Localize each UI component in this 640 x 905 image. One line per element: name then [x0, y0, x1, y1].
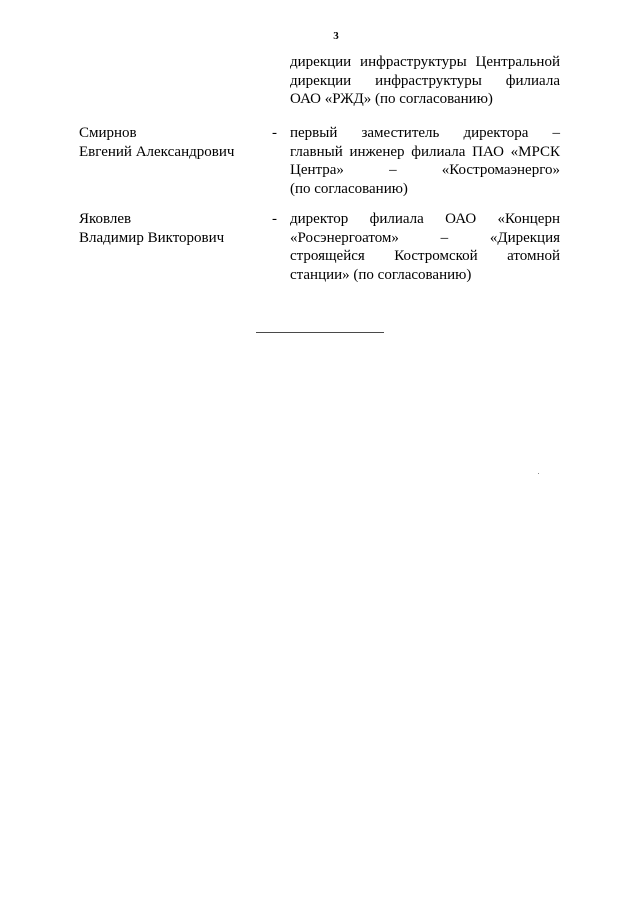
member-given-names: Владимир Викторович: [79, 229, 225, 246]
position-line: «Росэнергоатом» – «Дирекция: [290, 229, 560, 246]
page-number: 3: [333, 30, 339, 42]
separator-dash: -: [272, 125, 277, 141]
end-of-list-rule: [256, 332, 384, 333]
position-line: ОАО «РЖД» (по согласованию): [290, 91, 493, 108]
position-line: (по согласованию): [290, 181, 408, 198]
position-line: Центра» – «Костромаэнерго»: [290, 162, 560, 179]
position-line: первый заместитель директора –: [290, 125, 560, 141]
position-line: станции» (по согласованию): [290, 267, 472, 284]
continued-position-text: [290, 53, 560, 109]
position-line: строящейся Костромской атомной: [290, 248, 560, 265]
position-line: главный инженер филиала ПАО «МРСК: [290, 143, 560, 160]
member-given-names: Евгений Александрович: [79, 143, 235, 160]
member-name: [79, 210, 259, 247]
member-name: [79, 124, 259, 161]
member-surname: Смирнов: [79, 125, 137, 141]
position-line: дирекции инфраструктуры филиала: [290, 72, 560, 89]
position-line: директор филиала ОАО «Концерн: [290, 211, 560, 227]
position-line: дирекции инфраструктуры Центральной: [290, 54, 560, 70]
scan-speck: [538, 473, 539, 474]
member-surname: Яковлев: [79, 211, 132, 227]
member-position: [290, 124, 560, 199]
separator-dash: -: [272, 211, 277, 227]
member-position: [290, 210, 560, 285]
